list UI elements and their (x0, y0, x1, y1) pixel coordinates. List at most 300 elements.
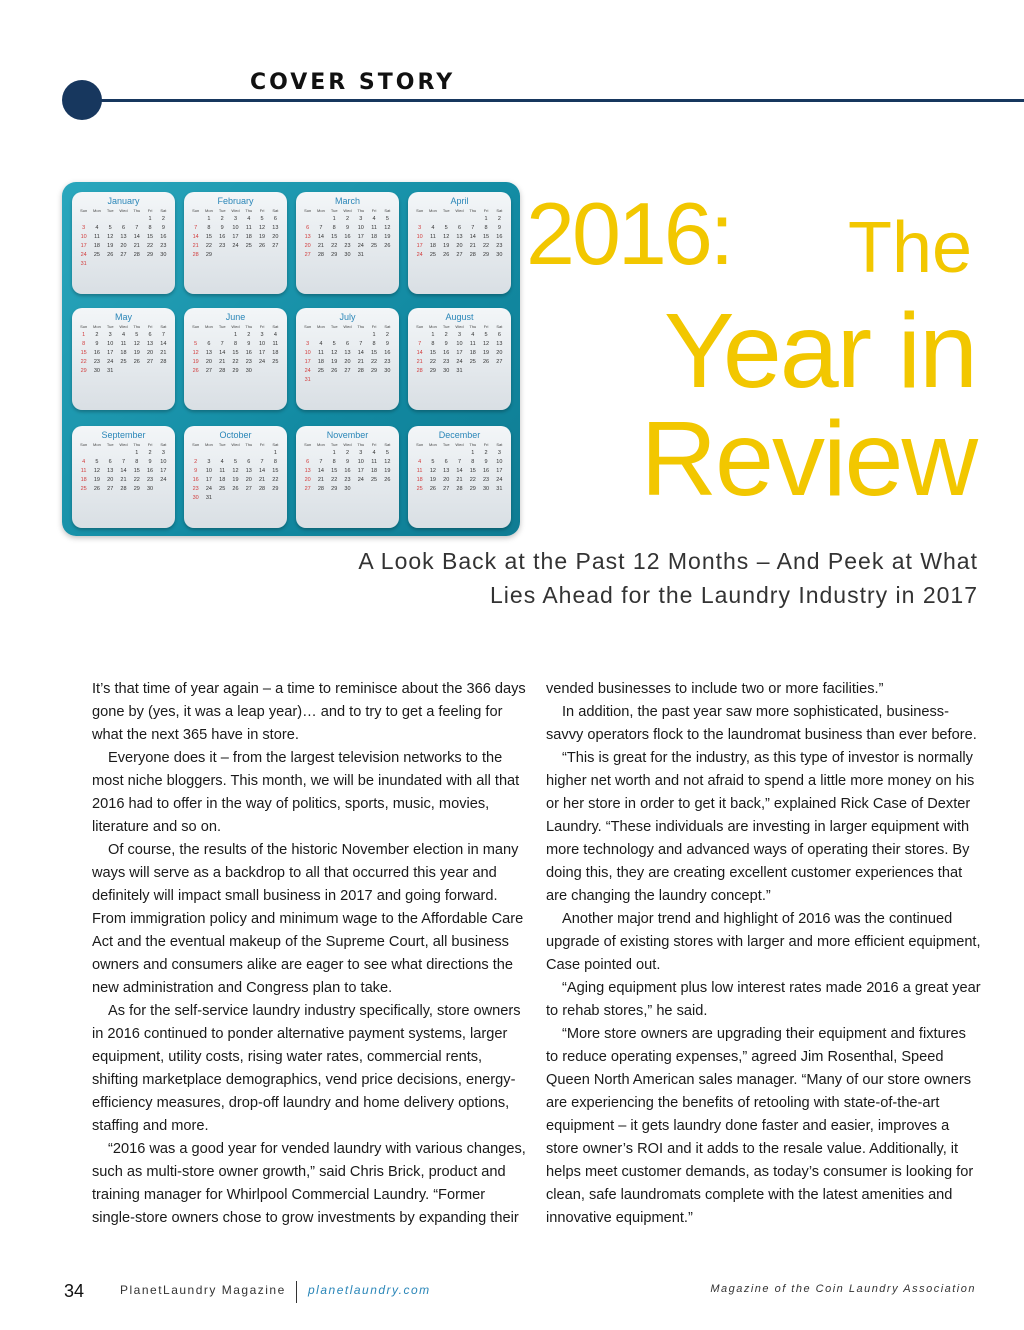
calendar-day: 4 (95, 225, 99, 231)
calendar-day: 9 (444, 341, 448, 347)
calendar-day: 28 (357, 368, 364, 374)
calendar-day: 30 (443, 368, 450, 374)
calendar-day: 26 (192, 368, 199, 374)
calendar-day: 27 (304, 486, 311, 492)
calendar-day: 7 (418, 341, 422, 347)
calendar-day: 23 (443, 359, 450, 365)
calendar-day: 28 (416, 368, 423, 374)
calendar-day: 13 (344, 350, 351, 356)
empty-day (426, 216, 439, 222)
calendar-day: 24 (160, 477, 167, 483)
calendar-day: 8 (135, 459, 139, 465)
calendar-day: 27 (205, 368, 212, 374)
weekday-label: Fri (483, 208, 489, 213)
month-name: June (225, 312, 246, 322)
weekday-header (184, 322, 287, 329)
weekday-label: Tue (106, 208, 114, 213)
calendar-day: 5 (444, 225, 448, 231)
calendar-day: 14 (317, 468, 324, 474)
calendar-day: 12 (232, 468, 239, 474)
weekday-label: Tue (330, 324, 338, 329)
month-name: April (450, 196, 469, 206)
calendar-day: 25 (317, 368, 324, 374)
calendar-day: 16 (245, 350, 252, 356)
calendar-day: 11 (371, 225, 377, 231)
month-card (72, 308, 175, 410)
weekday-label: Wed (119, 208, 128, 213)
month-card (408, 192, 511, 294)
paragraph: As for the self-service laundry industry specifically, store owners in 2016 continued to ponder alternative payment systems, larger equipment, utility costs, rising water rates, commercial rents, shifting marketplace demographics, vend price decisions, energy-efficiency measures, drop-off laundry and home delivery options, staffing and more. (92, 1003, 521, 1134)
calendar-day: 13 (304, 468, 311, 474)
calendar-day: 31 (205, 495, 212, 501)
calendar-day: 21 (259, 477, 266, 483)
calendar-day: 19 (107, 243, 114, 249)
weekday-label: Sat (272, 208, 279, 213)
weekday-label: Sun (80, 442, 88, 447)
calendar-day: 18 (245, 234, 252, 240)
calendar-day: 18 (371, 234, 378, 240)
calendar-day: 29 (205, 252, 212, 258)
calendar-day: 20 (443, 477, 450, 483)
calendar-day: 16 (384, 350, 391, 356)
calendar-day: 11 (469, 341, 476, 347)
calendar-day: 18 (416, 477, 423, 483)
headline-the: The (848, 208, 973, 288)
calendar-day: 28 (160, 359, 167, 365)
calendar-day: 11 (430, 234, 436, 240)
weekday-label: Sun (416, 442, 424, 447)
weekday-label: Sun (416, 208, 424, 213)
calendar-day: 2 (194, 459, 198, 465)
calendar-day: 26 (429, 486, 436, 492)
calendar-day: 22 (371, 359, 378, 365)
weekday-label: Tue (442, 442, 450, 447)
weekday-label: Sat (160, 324, 167, 329)
calendar-day: 4 (471, 332, 475, 338)
weekday-label: Tue (106, 442, 114, 447)
calendar-day: 4 (121, 332, 126, 338)
calendar-day: 5 (484, 332, 488, 338)
calendar-day: 25 (80, 486, 87, 492)
calendar-day: 12 (93, 468, 100, 474)
empty-day (189, 450, 202, 456)
calendar-day: 14 (133, 234, 140, 240)
calendar-day: 23 (147, 477, 154, 483)
day-grid (408, 447, 511, 492)
calendar-day: 21 (317, 243, 324, 249)
weekday-label: Sun (192, 324, 200, 329)
weekday-label: Sat (272, 442, 279, 447)
weekday-label: Wed (343, 442, 352, 447)
weekday-label: Tue (442, 324, 450, 329)
weekday-label: Wed (455, 208, 464, 213)
day-grid (184, 329, 287, 374)
calendar-day: 18 (317, 359, 324, 365)
month-name: August (445, 312, 474, 322)
month-card (296, 308, 399, 410)
calendar-day: 22 (483, 243, 490, 249)
calendar-day: 8 (233, 341, 238, 347)
calendar-day: 20 (304, 477, 311, 483)
month-card (408, 426, 511, 528)
calendar-day: 18 (120, 350, 127, 356)
calendar-day: 3 (306, 341, 310, 347)
weekday-label: Thu (469, 442, 477, 447)
calendar-day: 23 (192, 486, 199, 492)
calendar-day: 10 (416, 234, 423, 240)
calendar-day: 3 (359, 450, 363, 456)
calendar-day: 13 (245, 468, 252, 474)
empty-day (440, 216, 453, 222)
calendar-day: 20 (147, 350, 154, 356)
weekday-label: Wed (119, 442, 128, 447)
calendar-day: 4 (319, 341, 323, 347)
day-grid (296, 213, 399, 258)
calendar-day: 12 (429, 468, 436, 474)
weekday-label: Fri (147, 208, 153, 213)
weekday-label: Fri (259, 208, 265, 213)
calendar-day: 8 (332, 225, 336, 231)
weekday-label: Tue (218, 324, 226, 329)
article-column-left (92, 678, 528, 1230)
calendar-day: 5 (95, 459, 99, 465)
calendar-day: 27 (272, 243, 279, 249)
calendar-day: 13 (120, 234, 127, 240)
empty-day (104, 450, 117, 456)
calendar-day: 4 (372, 216, 376, 222)
calendar-day: 17 (357, 234, 364, 240)
weekday-label: Wed (231, 208, 240, 213)
calendar-day: 24 (416, 252, 423, 258)
weekday-label: Tue (330, 208, 338, 213)
calendar-day: 15 (331, 234, 338, 240)
weekday-label: Fri (259, 324, 265, 329)
magazine-url[interactable]: planetlaundry.com (308, 1283, 431, 1297)
calendar-day: 23 (245, 359, 252, 365)
calendar-day: 13 (496, 341, 503, 347)
calendar-day: 7 (194, 225, 198, 231)
empty-day (301, 450, 314, 456)
calendar-day: 17 (205, 477, 212, 483)
calendar-day: 25 (371, 243, 378, 249)
weekday-label: Sun (304, 208, 312, 213)
calendar-day: 30 (483, 486, 490, 492)
calendar-day: 30 (496, 252, 503, 258)
calendar-day: 18 (272, 350, 279, 356)
calendar-day: 17 (416, 243, 423, 249)
weekday-label: Fri (483, 442, 489, 447)
calendar-day: 6 (444, 459, 448, 465)
calendar-day: 14 (160, 341, 167, 347)
subtitle-line-2: Lies Ahead for the Laundry Industry in 2017 (490, 582, 978, 608)
calendar-day: 25 (93, 252, 100, 258)
calendar-day: 20 (456, 243, 463, 249)
calendar-day: 24 (232, 243, 239, 249)
calendar-day: 19 (384, 234, 391, 240)
calendar-day: 3 (497, 450, 501, 456)
calendar-day: 7 (260, 459, 264, 465)
paragraph: It’s that time of year again – a time to reminisce about the 366 days gone by (yes, it was a leap year)… and to try to get a feeling for what the next 365 have in store. (92, 681, 526, 743)
calendar-day: 30 (160, 252, 167, 258)
calendar-day: 2 (247, 332, 251, 338)
calendar-day: 24 (357, 243, 364, 249)
weekday-header (72, 206, 175, 213)
calendar-day: 27 (147, 359, 154, 365)
paragraph: Everyone does it – from the largest television networks to the most niche bloggers. This month, we will be inundated with all that 2016 had to offer in the way of politics, sports, music, movies, literature and so on. (92, 750, 520, 835)
calendar-day: 19 (232, 477, 239, 483)
page-number: 34 (64, 1281, 85, 1301)
calendar-day: 3 (359, 216, 363, 222)
weekday-header (408, 206, 511, 213)
calendar-day: 19 (133, 350, 140, 356)
calendar-day: 19 (259, 234, 266, 240)
calendar-day: 18 (93, 243, 100, 249)
day-grid (408, 213, 511, 258)
calendar-day: 18 (469, 350, 476, 356)
calendar-day: 5 (332, 341, 336, 347)
calendar-day: 13 (147, 341, 154, 347)
calendar-day: 31 (357, 252, 364, 258)
calendar-day: 2 (497, 216, 501, 222)
calendar-day: 30 (147, 486, 154, 492)
empty-day (301, 332, 314, 338)
calendar-day: 27 (496, 359, 503, 365)
calendar-day: 27 (245, 486, 252, 492)
calendar-day: 13 (304, 234, 311, 240)
calendar-day: 20 (107, 477, 114, 483)
calendar-day: 2 (220, 216, 224, 222)
calendar-day: 10 (160, 459, 167, 465)
calendar-day: 24 (456, 359, 463, 365)
weekday-label: Wed (343, 324, 352, 329)
day-grid (72, 329, 175, 374)
weekday-label: Sat (496, 208, 503, 213)
weekday-label: Mon (205, 442, 213, 447)
calendar-day: 1 (273, 450, 277, 456)
calendar-day: 29 (331, 252, 338, 258)
month-name: March (334, 196, 360, 206)
empty-day (426, 450, 439, 456)
calendar-day: 11 (318, 350, 324, 356)
calendar-day: 26 (93, 486, 100, 492)
calendar-day: 23 (93, 359, 100, 365)
calendar-day: 3 (233, 216, 238, 222)
calendar-day: 23 (219, 243, 226, 249)
calendar-day: 29 (232, 368, 239, 374)
month-card (296, 426, 399, 528)
calendar-day: 21 (219, 359, 226, 365)
calendar-day: 14 (456, 468, 463, 474)
empty-day (466, 216, 479, 222)
calendar-day: 9 (95, 341, 99, 347)
calendar-day: 17 (80, 243, 87, 249)
calendar-day: 12 (331, 350, 338, 356)
calendar-day: 10 (205, 468, 212, 474)
calendar-day: 5 (108, 225, 112, 231)
calendar-day: 2 (148, 450, 152, 456)
calendar-day: 12 (443, 234, 450, 240)
calendar-day: 16 (344, 468, 351, 474)
day-grid (72, 213, 175, 267)
headline-year: 2016: (526, 184, 732, 283)
calendar-day: 13 (205, 350, 212, 356)
weekday-label: Sun (80, 208, 88, 213)
empty-day (90, 216, 103, 222)
calendar-day: 11 (272, 341, 279, 347)
weekday-label: Sun (304, 442, 312, 447)
calendar-day: 24 (304, 368, 311, 374)
calendar-day: 25 (219, 486, 226, 492)
calendar-day: 15 (331, 468, 338, 474)
calendar-day: 28 (120, 486, 127, 492)
calendar-day: 24 (259, 359, 266, 365)
weekday-label: Sat (384, 324, 391, 329)
calendar-day: 19 (384, 468, 391, 474)
weekday-label: Sat (384, 442, 391, 447)
calendar-day: 15 (147, 234, 154, 240)
empty-day (314, 450, 327, 456)
calendar-day: 8 (273, 459, 277, 465)
calendar-day: 17 (232, 234, 239, 240)
calendar-day: 15 (469, 468, 476, 474)
calendar-day: 22 (232, 359, 239, 365)
calendar-day: 22 (80, 359, 87, 365)
weekday-label: Mon (205, 208, 213, 213)
calendar-day: 14 (469, 234, 476, 240)
calendar-day: 20 (205, 359, 212, 365)
weekday-label: Mon (93, 324, 101, 329)
calendar-day: 21 (469, 243, 476, 249)
weekday-label: Fri (371, 324, 377, 329)
header-dot (62, 80, 102, 120)
calendar-day: 29 (469, 486, 476, 492)
calendar-day: 26 (384, 243, 391, 249)
calendar-day: 7 (471, 225, 475, 231)
weekday-label: Mon (429, 324, 437, 329)
weekday-label: Tue (330, 442, 338, 447)
calendar-day: 17 (496, 468, 503, 474)
calendar-day: 28 (317, 486, 324, 492)
weekday-label: Thu (357, 324, 365, 329)
calendar-day: 19 (429, 477, 436, 483)
calendar-day: 11 (80, 468, 87, 474)
calendar-day: 7 (319, 225, 323, 231)
calendar-day: 10 (496, 459, 503, 465)
month-name: December (438, 430, 481, 440)
calendar-day: 4 (82, 459, 86, 465)
calendar-day: 17 (259, 350, 266, 356)
paragraph: Another major trend and highlight of 2016 was the continued upgrade of existing stores with larger and more efficient equipment, Case pointed out. (546, 911, 981, 973)
day-grid (408, 329, 511, 374)
month-card (408, 308, 511, 410)
calendar-day: 18 (371, 468, 378, 474)
calendar-day: 7 (220, 341, 224, 347)
calendar-day: 4 (247, 216, 251, 222)
calendar-day: 9 (385, 341, 389, 347)
calendar-day: 5 (260, 216, 264, 222)
calendar-day: 14 (120, 468, 127, 474)
calendar-day: 14 (416, 350, 423, 356)
weekday-label: Sat (160, 208, 167, 213)
weekday-label: Mon (93, 208, 101, 213)
calendar-day: 27 (107, 486, 114, 492)
calendar-day: 11 (416, 468, 423, 474)
calendar-day: 22 (429, 359, 436, 365)
calendar-day: 9 (194, 468, 198, 474)
weekday-label: Thu (357, 442, 365, 447)
calendar-day: 9 (345, 459, 350, 465)
weekday-label: Mon (429, 208, 437, 213)
calendar-day: 5 (385, 216, 389, 222)
calendar-day: 21 (120, 477, 127, 483)
calendar-day: 12 (192, 350, 199, 356)
weekday-label: Wed (231, 324, 240, 329)
calendar-day: 5 (431, 459, 435, 465)
weekday-label: Sat (496, 442, 503, 447)
empty-day (453, 216, 466, 222)
calendar-day: 9 (345, 225, 350, 231)
calendar-day: 28 (259, 486, 266, 492)
weekday-label: Thu (245, 442, 253, 447)
calendar-day: 15 (272, 468, 279, 474)
calendar-day: 30 (344, 486, 351, 492)
weekday-label: Tue (218, 442, 226, 447)
calendar-day: 24 (496, 477, 503, 483)
calendar-day: 31 (80, 261, 87, 267)
empty-day (413, 332, 426, 338)
weekday-label: Mon (429, 442, 437, 447)
weekday-label: Wed (455, 324, 464, 329)
calendar-day: 21 (456, 477, 463, 483)
calendar-day: 6 (121, 225, 126, 231)
empty-day (104, 216, 117, 222)
weekday-label: Wed (455, 442, 464, 447)
empty-day (440, 450, 453, 456)
empty-day (354, 332, 367, 338)
calendar-day: 14 (357, 350, 364, 356)
calendar-day: 28 (317, 252, 324, 258)
calendar-day: 22 (147, 243, 154, 249)
month-name: November (326, 430, 369, 440)
calendar-day: 15 (429, 350, 436, 356)
calendar-day: 1 (233, 332, 238, 338)
calendar-day: 12 (107, 234, 114, 240)
weekday-label: Fri (483, 324, 489, 329)
calendar-day: 16 (192, 477, 199, 483)
weekday-label: Sun (192, 208, 200, 213)
calendar-day: 7 (319, 459, 323, 465)
calendar-day: 29 (272, 486, 279, 492)
calendar-day: 3 (260, 332, 264, 338)
calendar-day: 16 (483, 468, 490, 474)
weekday-label: Wed (343, 208, 352, 213)
calendar-day: 1 (372, 332, 376, 338)
calendar-day: 9 (148, 459, 152, 465)
calendar-day: 25 (245, 243, 252, 249)
calendar-day: 7 (121, 459, 126, 465)
calendar-day: 23 (384, 359, 391, 365)
calendar-day: 11 (94, 234, 100, 240)
weekday-label: Tue (218, 208, 226, 213)
paragraph: “More store owners are upgrading their equipment and fixtures to reduce operating expenses,” agreed Jim Rosenthal, Speed Queen North American sales manager. “Many of our store owners are experiencing the benefits of retooling with state-of-the-art equipment – it gets laundry done faster and easier, improves a store owner’s ROI and it adds to the resale value. Additionally, it helps meet customer demands, as today’s consumer is looking for clean, safe laundromats complete with the latest amenities and innovative equipment.” (546, 1026, 974, 1226)
paragraph: Of course, the results of the historic November election in many ways will serve as a backdrop to all that occurred this year and definitely will impact small business in 2017 and going forward. From immigration policy and minimum wage to the Affordable Care Act and the eventual makeup of the Supreme Court, all business owners and consumers alike are eager to see what directions the new administration and Congress plan to take. (92, 842, 524, 996)
calendar-day: 24 (357, 477, 364, 483)
calendar-day: 6 (148, 332, 152, 338)
calendar-day: 2 (444, 332, 448, 338)
calendar-day: 21 (357, 359, 364, 365)
calendar-day: 17 (160, 468, 167, 474)
calendar-day: 20 (245, 477, 252, 483)
